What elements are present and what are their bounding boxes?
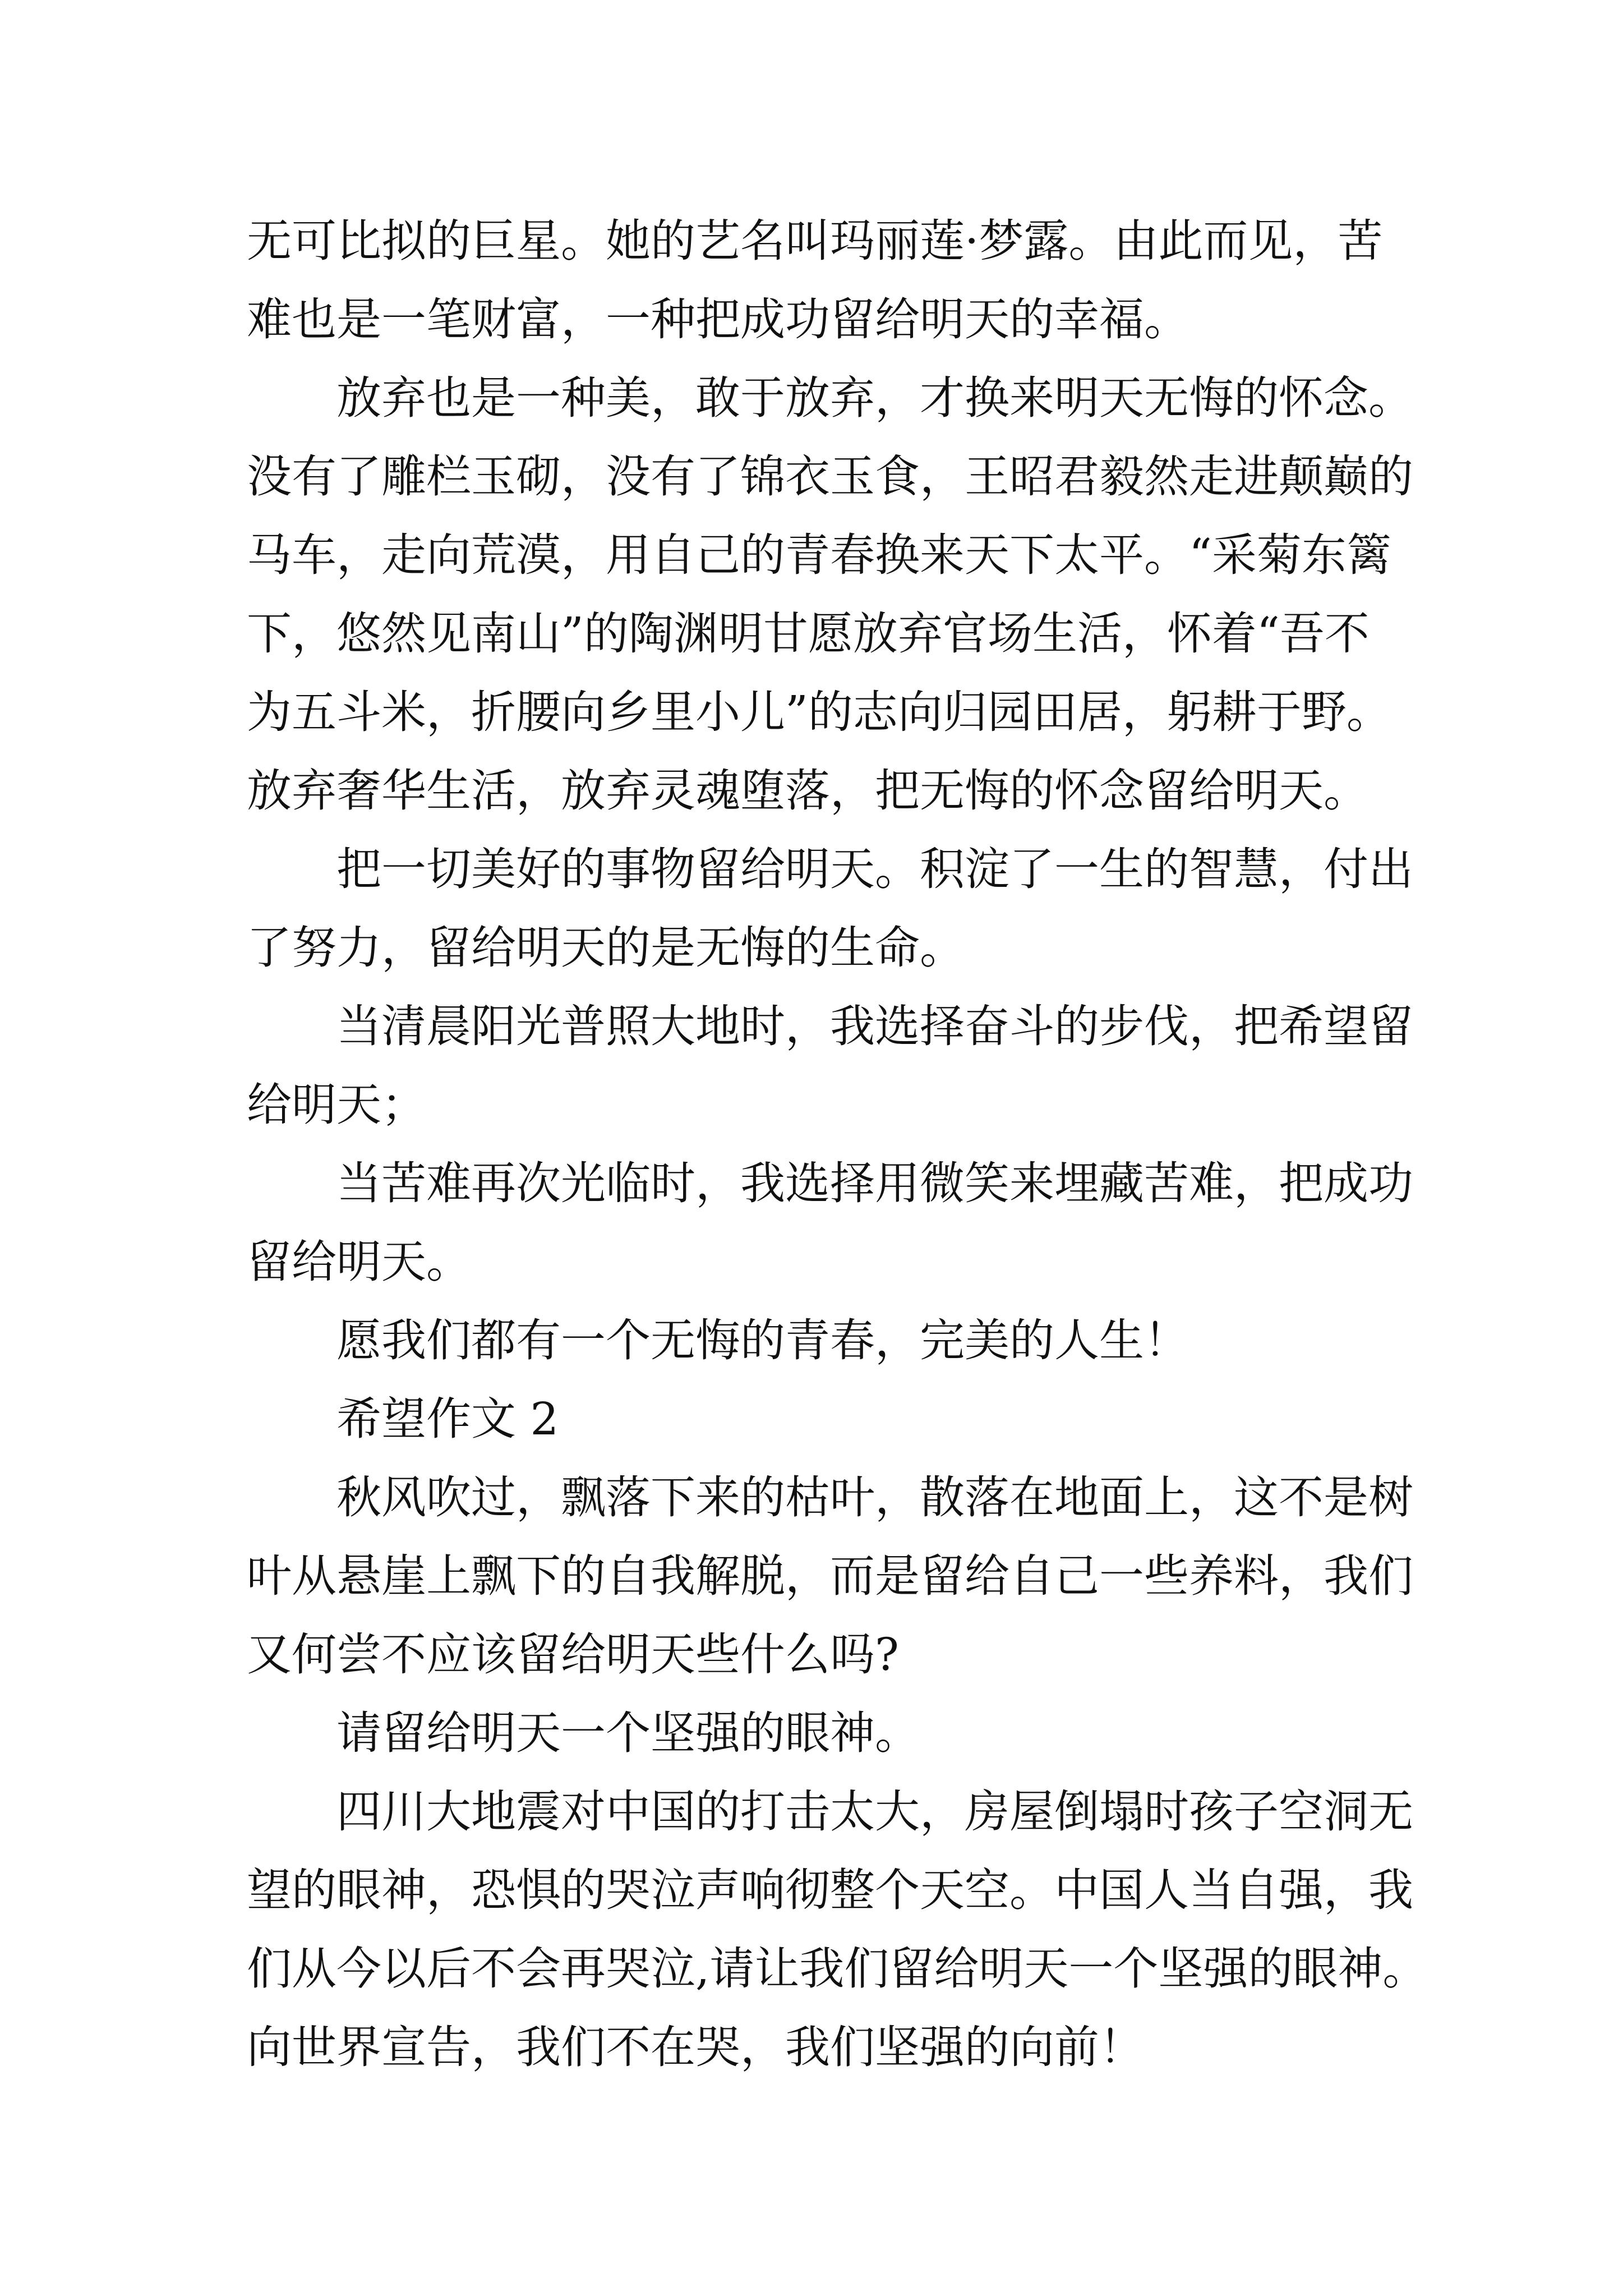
paragraph-first-line: 当清晨阳光普照大地时，我选择奋斗的步伐，把希望留 xyxy=(336,1000,1413,1052)
text-line: 叶从悬崖上飘下的自我解脱，而是留给自己一些养料，我们 xyxy=(247,1550,1413,1602)
text-line: 留给明天。 xyxy=(247,1236,471,1288)
paragraph-first-line: 请留给明天一个坚强的眼神。 xyxy=(336,1707,920,1759)
paragraph-first-line: 秋风吹过，飘落下来的枯叶，散落在地面上，这不是树 xyxy=(336,1471,1413,1524)
paragraph-first-line: 当苦难再次光临时，我选择用微笑来埋藏苦难，把成功 xyxy=(336,1157,1413,1209)
paragraph-first-line: 放弃也是一种美，敢于放弃，才换来明天无悔的怀念。 xyxy=(336,372,1413,424)
section-heading: 希望作文 2 xyxy=(336,1393,559,1445)
text-line: 向世界宣告，我们不在哭，我们坚强的向前！ xyxy=(247,2021,1144,2073)
text-line: 们从今以后不会再哭泣,请让我们留给明天一个坚强的眼神。 xyxy=(247,1943,1428,1995)
text-line: 又何尝不应该留给明天些什么吗? xyxy=(247,1628,899,1681)
text-line: 为五斗米，折腰向乡里小儿”的志向归园田居，躬耕于野。 xyxy=(247,686,1391,738)
text-line: 难也是一笔财富，一种把成功留给明天的幸福。 xyxy=(247,293,1189,346)
text-line: 了努力，留给明天的是无悔的生命。 xyxy=(247,922,965,974)
text-line: 无可比拟的巨星。她的艺名叫玛丽莲·梦露。由此而见，苦 xyxy=(247,215,1383,267)
text-line: 放弃奢华生活，放弃灵魂堕落，把无悔的怀念留给明天。 xyxy=(247,765,1368,817)
text-line: 望的眼神，恐惧的哭泣声响彻整个天空。中国人当自强，我 xyxy=(247,1864,1413,1916)
paragraph-first-line: 愿我们都有一个无悔的青春，完美的人生！ xyxy=(336,1314,1189,1366)
document-body xyxy=(247,202,1428,2087)
text-line: 没有了雕栏玉砌，没有了锦衣玉食，王昭君毅然走进颠巅的 xyxy=(247,450,1413,503)
text-line: 给明天； xyxy=(247,1079,426,1131)
text-line: 下，悠然见南山”的陶渊明甘愿放弃官场生活，怀着“吾不 xyxy=(247,608,1370,660)
text-line: 马车，走向荒漠，用自己的青春换来天下太平。“采菊东篱 xyxy=(247,529,1391,581)
paragraph-first-line: 把一切美好的事物留给明天。积淀了一生的智慧，付出 xyxy=(336,843,1413,895)
paragraph-first-line: 四川大地震对中国的打击太大，房屋倒塌时孩子空洞无 xyxy=(336,1786,1413,1838)
